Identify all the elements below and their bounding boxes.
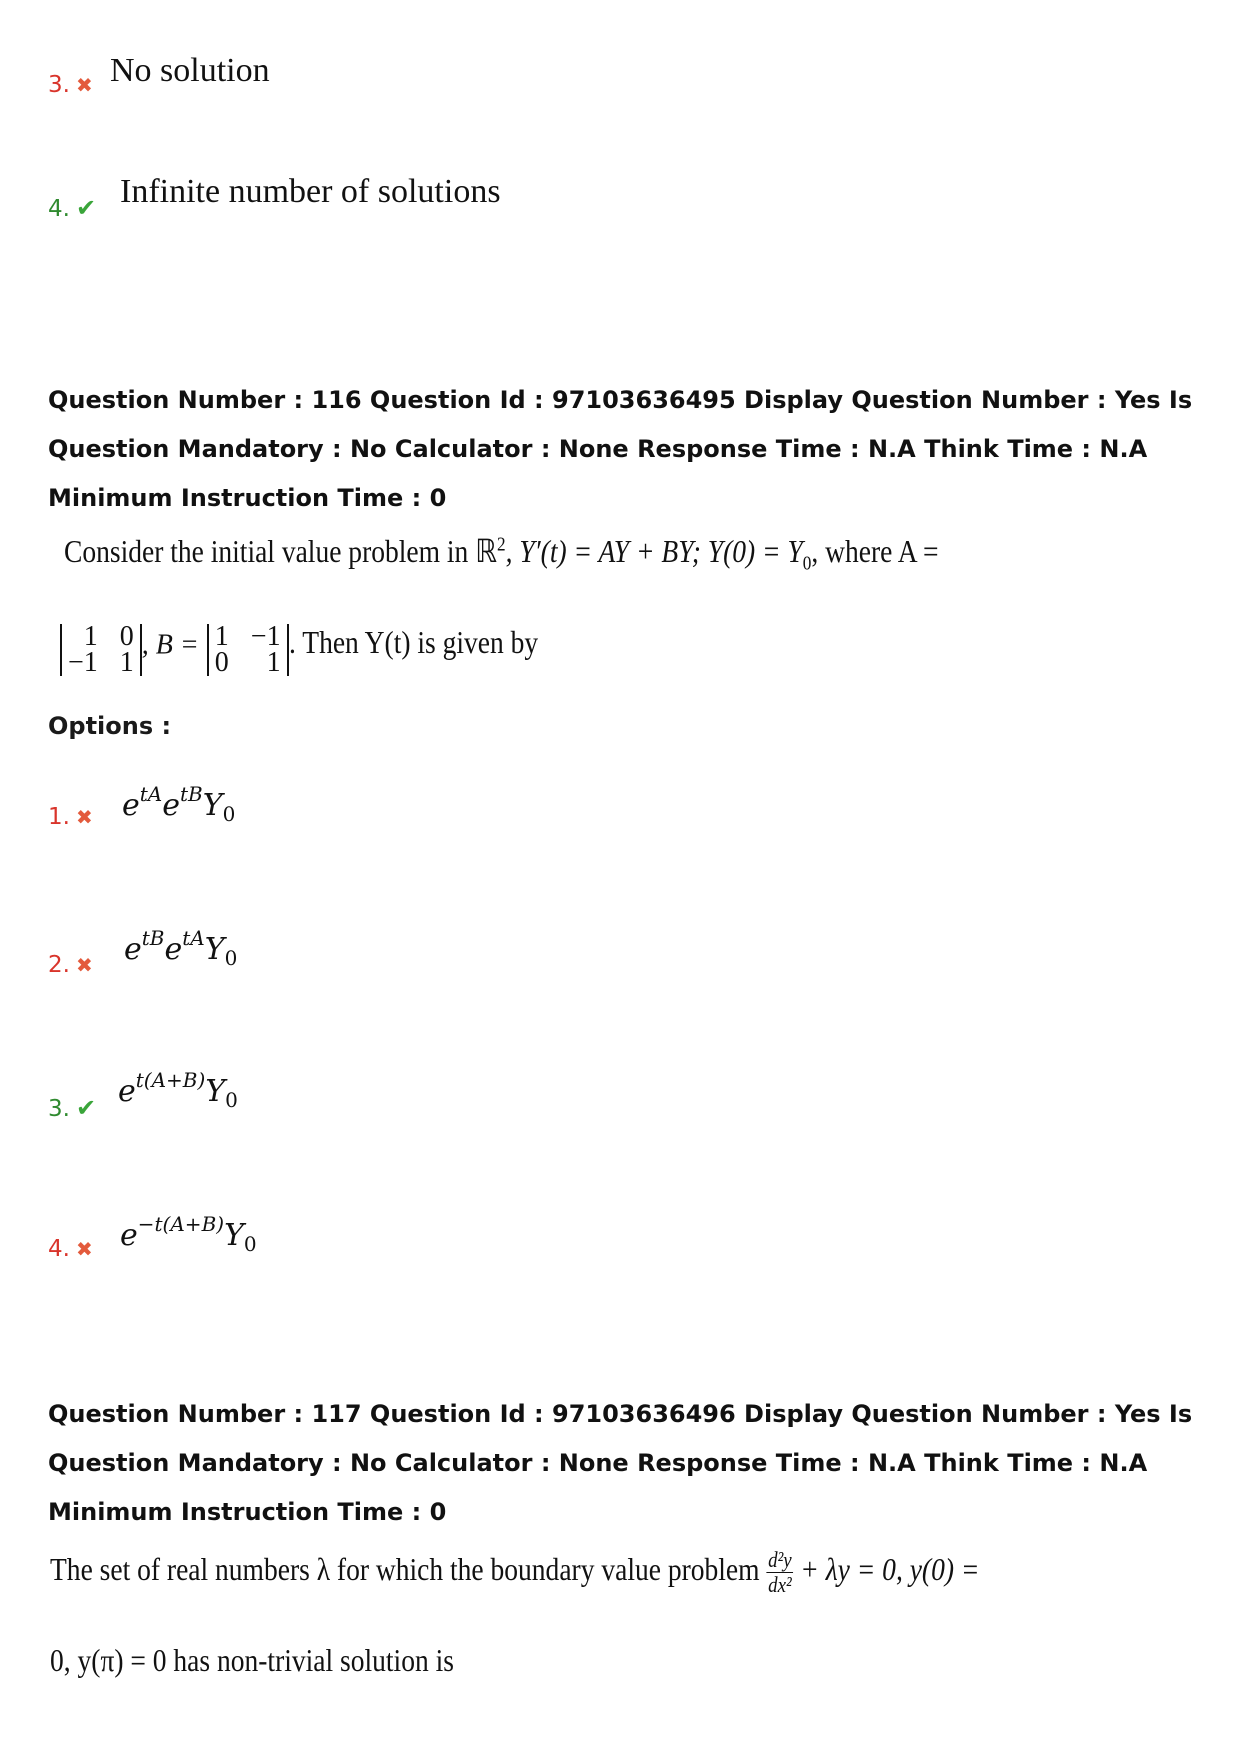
option-number: 2. ✖ — [48, 952, 93, 978]
option-number: 1. ✖ — [48, 804, 93, 830]
option-text: Infinite number of solutions — [120, 173, 501, 210]
option-number: 4. ✖ — [48, 1236, 93, 1262]
option-formula: $e^{t(A+B)}Y_0$ — [118, 1068, 238, 1112]
question-116-line1: Consider the initial value problem in ℝ$^2$, Y′(t) = AY + BY; $Y(0) = Y_0$, where A = — [64, 533, 939, 575]
matrix-b: 1 −1 0 1 — [207, 616, 289, 676]
option-text: No solution — [110, 52, 270, 89]
check-icon: ✔ — [75, 194, 97, 222]
cross-icon: ✖ — [75, 953, 93, 977]
cross-icon: ✖ — [75, 73, 93, 97]
check-icon: ✔ — [75, 1094, 97, 1122]
question-116-meta: Question Number : 116 Question Id : 97103636495 Display Question Number : Yes Is Question Mandatory : No Calculator : None Response Time : N.A Think Time : N.A Minimum Instruction Time : 0 — [48, 386, 1193, 512]
cross-icon: ✖ — [75, 805, 93, 829]
option-number: 3. ✔ — [48, 1094, 97, 1122]
options-label: Options : — [48, 712, 172, 740]
question-117-line2: 0, y(π) = 0 has non-trivial solution is — [50, 1642, 454, 1678]
option-formula: $e^{tB}e^{tA}Y_0$ — [124, 926, 238, 970]
matrix-a: 1 0 −1 1 — [60, 616, 142, 676]
fraction-d2y-dx2: $\frac{\text{d²y}}{\text{dx²}}$ — [768, 1547, 792, 1597]
question-117-meta: Question Number : 117 Question Id : 97103636496 Display Question Number : Yes Is Question Mandatory : No Calculator : None Response Time : N.A Think Time : N.A Minimum Instruction Time : 0 — [48, 1400, 1193, 1526]
question-117-line1: The set of real numbers λ for which the boundary value problem $\frac{\text{d²y}}{\text{dx²}}$ + λy = 0, y(0) = — [50, 1547, 980, 1597]
option-number: 3. ✖ — [48, 72, 93, 98]
cross-icon: ✖ — [75, 1237, 93, 1261]
option-formula: $e^{tA}e^{tB}Y_0$ — [122, 782, 236, 826]
question-116-line2: 1 0 −1 1 , B = 1 −1 0 1 . Then Y(t) is given by — [60, 616, 578, 676]
option-number: 4. ✔ — [48, 194, 97, 222]
option-formula: $e^{-t(A+B)}Y_0$ — [120, 1212, 257, 1256]
